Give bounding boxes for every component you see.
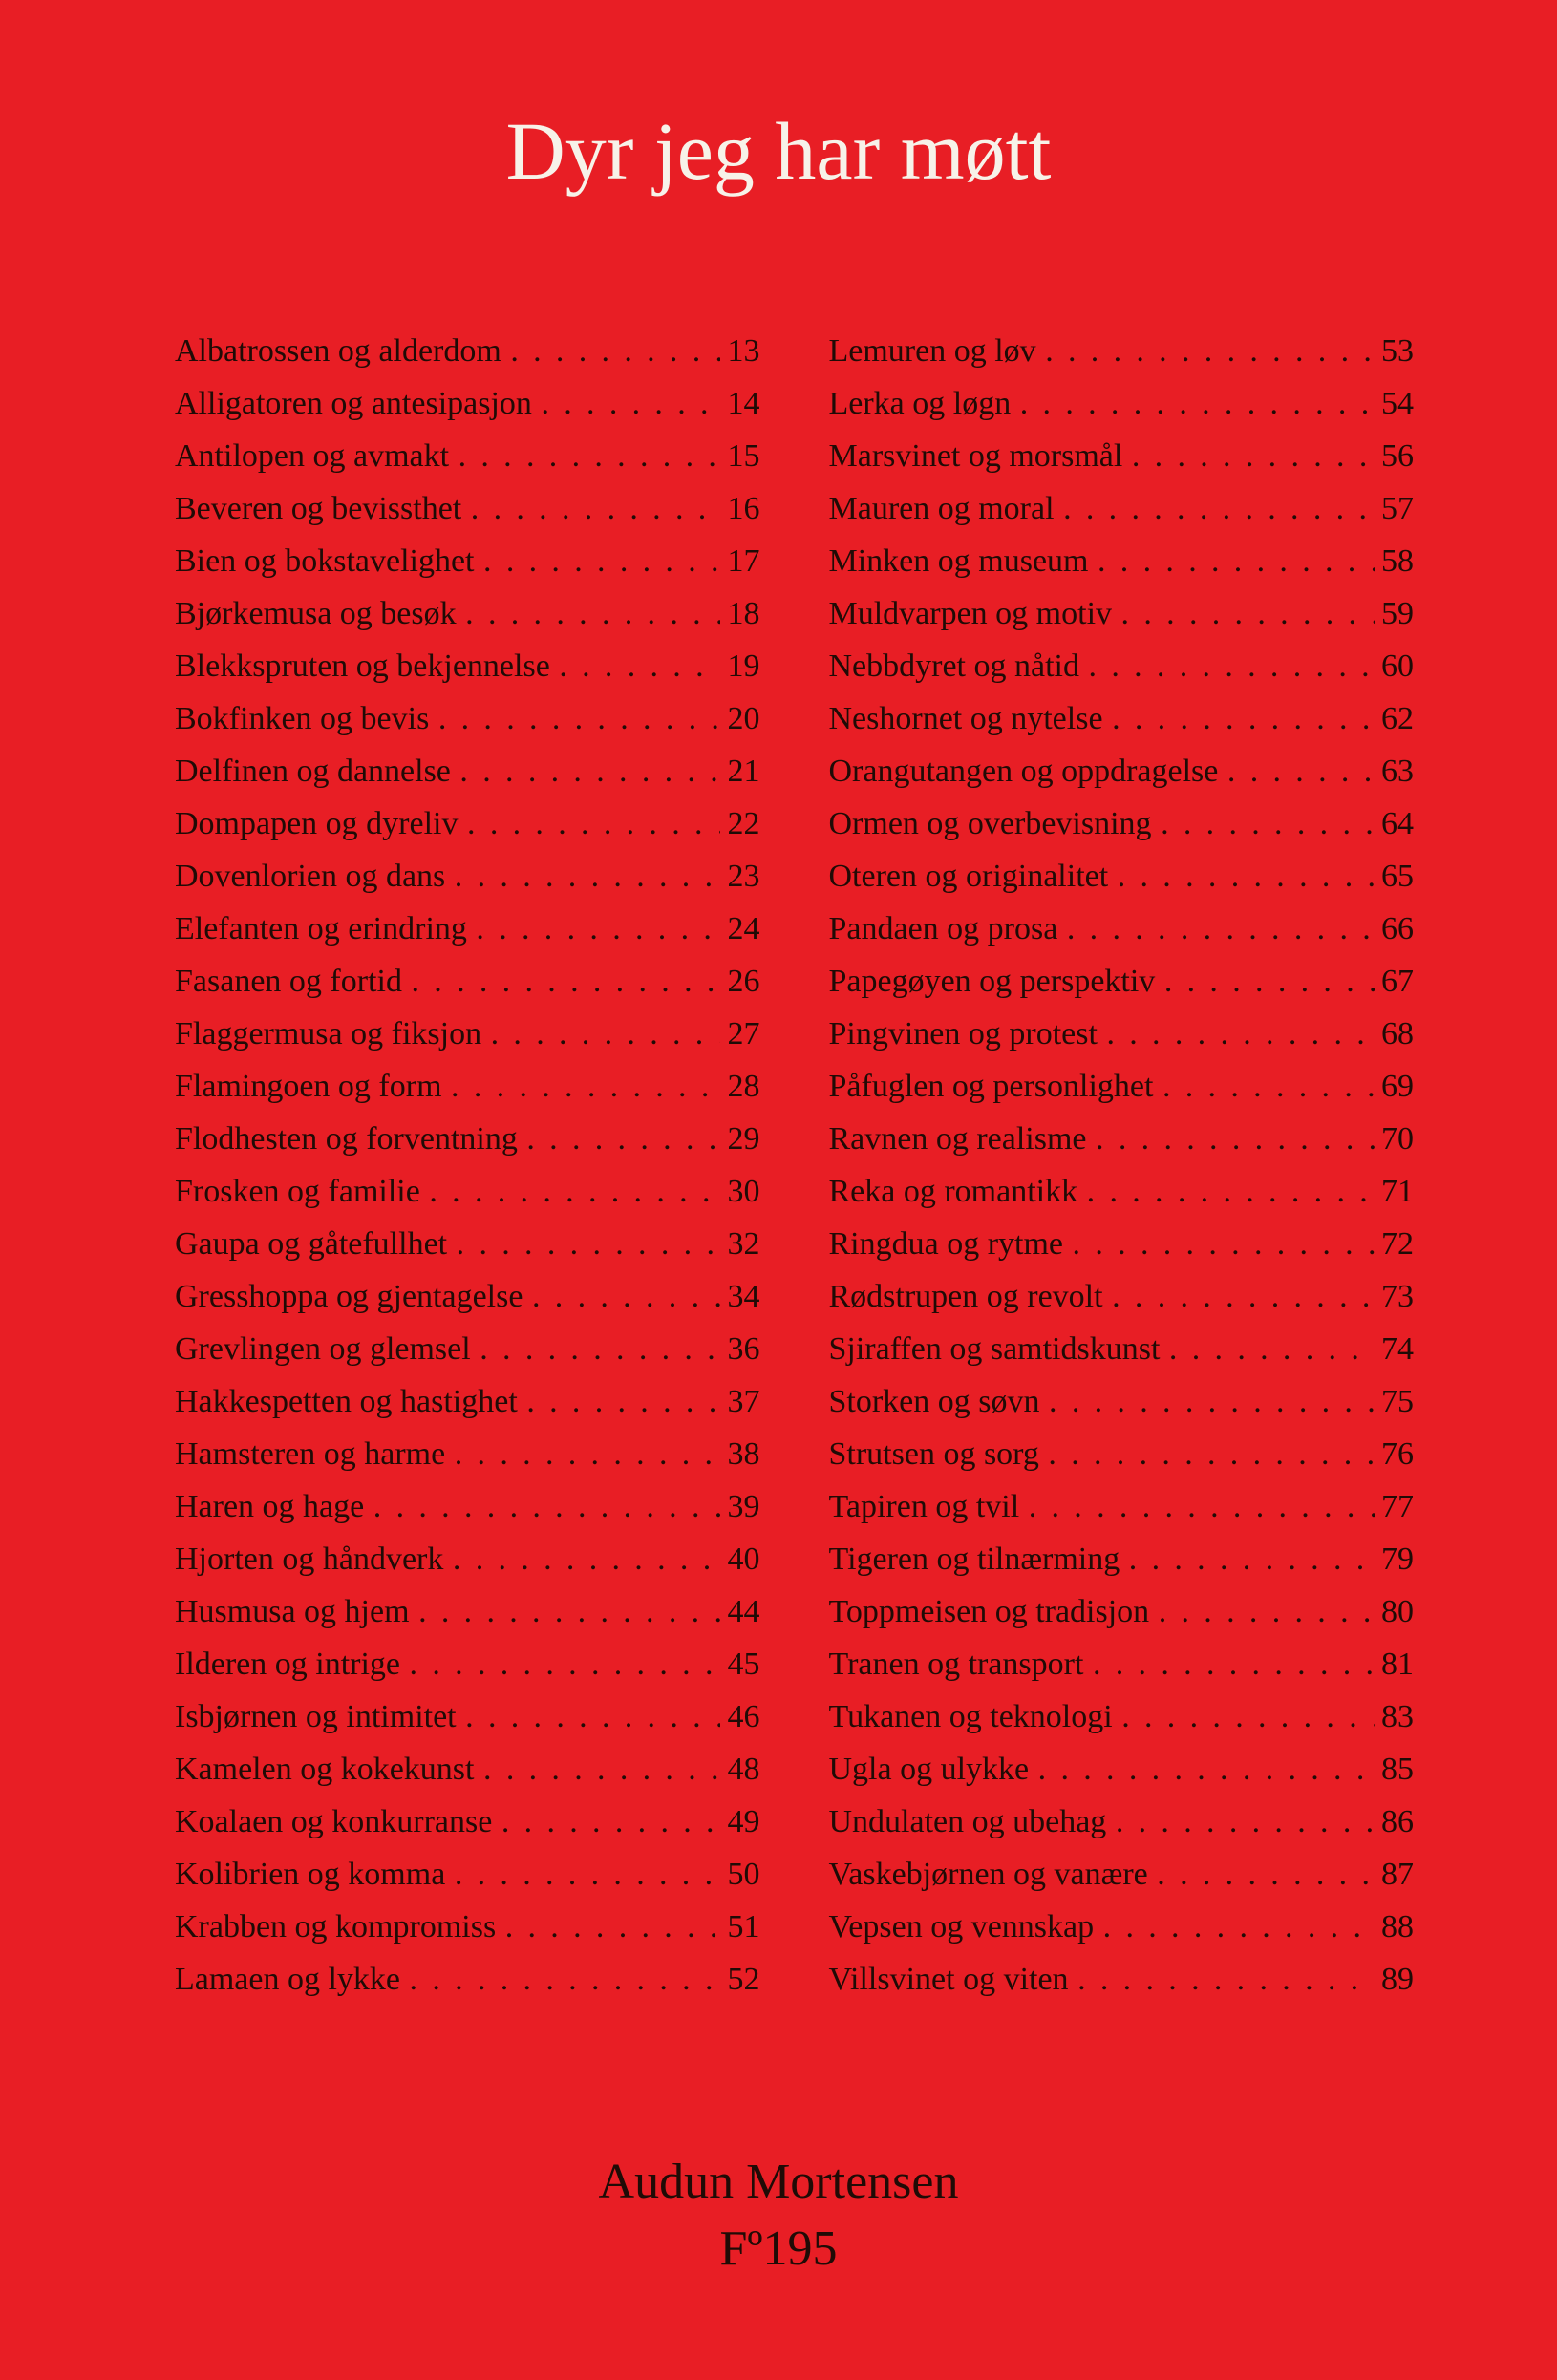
toc-entry: [829, 430, 1415, 482]
toc-entry: [175, 1008, 760, 1060]
toc-entry: [829, 745, 1415, 797]
toc-entry: [829, 535, 1415, 587]
footer-author: Audun Mortensen: [598, 2154, 959, 2209]
toc-entry-page: 63: [1381, 753, 1414, 789]
toc-entry: [175, 1690, 760, 1743]
toc-entry: [175, 482, 760, 535]
toc-entry-page: 24: [727, 910, 760, 946]
dot-leader: [410, 1953, 720, 2006]
toc-entry: [829, 1848, 1415, 1901]
toc-entry-label: Strutsen og sorg: [828, 1435, 1039, 1472]
toc-entry-page: 85: [1381, 1751, 1414, 1787]
dot-leader: [1157, 1848, 1374, 1901]
toc-entry: [829, 1060, 1415, 1113]
dot-leader: [471, 482, 720, 535]
toc-entry-label: Gresshoppa og gjentagelse: [175, 1278, 523, 1314]
toc-entry-page: 27: [727, 1015, 760, 1052]
toc-entry-label: Ugla og ulykke: [828, 1751, 1030, 1787]
toc-entry-page: 65: [1381, 858, 1414, 894]
toc-entry: [175, 1743, 760, 1796]
toc-entry-page: 14: [727, 385, 760, 421]
toc-entry: [175, 1218, 760, 1270]
dot-leader: [455, 1428, 720, 1480]
dot-leader: [1132, 430, 1375, 482]
toc-entry-page: 56: [1381, 437, 1414, 474]
toc-entry-page: 50: [727, 1856, 760, 1892]
footer-imprint: Fº195: [719, 2221, 838, 2276]
toc-entry-page: 66: [1381, 910, 1414, 946]
toc-entry: [829, 1585, 1415, 1638]
toc-entry-page: 18: [727, 595, 760, 631]
dot-leader: [1096, 1113, 1374, 1165]
toc-column-left: [175, 325, 760, 2006]
toc-entry-page: 48: [727, 1751, 760, 1787]
toc-entry: [829, 797, 1415, 850]
toc-entry-label: Vaskebjørnen og vanære: [828, 1856, 1148, 1892]
toc-entry: [175, 430, 760, 482]
toc-entry: [829, 1218, 1415, 1270]
dot-leader: [526, 1113, 720, 1165]
toc-entry-label: Husmusa og hjem: [175, 1593, 410, 1629]
toc-entry-label: Isbjørnen og intimitet: [175, 1698, 457, 1734]
toc-entry-label: Fasanen og fortid: [175, 963, 402, 999]
toc-entry-label: Vepsen og vennskap: [828, 1908, 1095, 1944]
toc-entry-page: 67: [1381, 963, 1414, 999]
toc-entry-page: 57: [1381, 490, 1414, 526]
toc-entry-label: Koalaen og konkurranse: [175, 1803, 493, 1839]
toc-entry: [175, 1848, 760, 1901]
toc-entry-page: 58: [1381, 542, 1414, 579]
toc-entry-page: 72: [1381, 1225, 1414, 1262]
toc-entry-label: Orangutangen og oppdragelse: [828, 753, 1219, 789]
toc-entry-page: 37: [727, 1383, 760, 1419]
dot-leader: [1098, 535, 1375, 587]
toc-entry: [829, 1901, 1415, 1953]
toc-entry-page: 15: [727, 437, 760, 474]
toc-entry-page: 16: [727, 490, 760, 526]
toc-entry: [829, 1113, 1415, 1165]
toc-entry: [175, 1428, 760, 1480]
toc-entry-label: Ringdua og rytme: [828, 1225, 1064, 1262]
toc-entry: [829, 1638, 1415, 1690]
toc-entry-label: Flaggermusa og fiksjon: [175, 1015, 482, 1052]
dot-leader: [1121, 1690, 1374, 1743]
toc-entry: [175, 903, 760, 955]
dot-leader: [1089, 640, 1375, 692]
toc-entry-label: Dompapen og dyreliv: [175, 805, 459, 841]
toc-entry-page: 76: [1381, 1435, 1414, 1472]
toc-entry-page: 44: [727, 1593, 760, 1629]
toc-entry-page: 89: [1381, 1961, 1414, 1997]
dot-leader: [1063, 482, 1374, 535]
toc-entry: [829, 1796, 1415, 1848]
toc-entry-label: Bien og bokstavelighet: [175, 542, 475, 579]
dot-leader: [459, 745, 720, 797]
toc-entry: [829, 325, 1415, 377]
dot-leader: [1121, 587, 1375, 640]
toc-entry-label: Blekkspruten og bekjennelse: [175, 648, 550, 684]
toc-entry-page: 39: [727, 1488, 760, 1524]
toc-entry-label: Nebbdyret og nåtid: [828, 648, 1079, 684]
toc-entry-label: Bjørkemusa og besøk: [175, 595, 457, 631]
toc-entry: [175, 1270, 760, 1323]
toc-entry-label: Ravnen og realisme: [828, 1120, 1087, 1157]
toc-entry: [175, 1533, 760, 1585]
toc-entry-label: Muldvarpen og motiv: [828, 595, 1113, 631]
dot-leader: [410, 1638, 720, 1690]
toc-entry-page: 62: [1381, 700, 1414, 736]
toc-entry-page: 81: [1381, 1646, 1414, 1682]
toc-entry-label: Marsvinet og morsmål: [828, 437, 1123, 474]
toc-entry-page: 75: [1381, 1383, 1414, 1419]
toc-entry-label: Lemuren og løv: [828, 332, 1036, 369]
toc-entry-label: Flodhesten og forventning: [175, 1120, 518, 1157]
toc-entry-label: Toppmeisen og tradisjon: [828, 1593, 1150, 1629]
toc-entry: [829, 587, 1415, 640]
toc-entry-label: Tapiren og tvil: [828, 1488, 1020, 1524]
toc-entry-label: Oteren og originalitet: [828, 858, 1109, 894]
toc-entry-page: 73: [1381, 1278, 1414, 1314]
toc-entry-page: 69: [1381, 1068, 1414, 1104]
toc-entry-page: 68: [1381, 1015, 1414, 1052]
toc-entry-page: 59: [1381, 595, 1414, 631]
dot-leader: [483, 535, 720, 587]
dot-leader: [1067, 903, 1375, 955]
toc-entry: [175, 1953, 760, 2006]
footer: [0, 2149, 1557, 2283]
toc-entry-page: 80: [1381, 1593, 1414, 1629]
dot-leader: [1077, 1953, 1374, 2006]
dot-leader: [453, 1533, 720, 1585]
toc-entry-label: Hamsteren og harme: [175, 1435, 446, 1472]
dot-leader: [411, 955, 720, 1008]
toc-entry-page: 86: [1381, 1803, 1414, 1839]
toc-entry: [175, 692, 760, 745]
dot-leader: [1029, 1480, 1375, 1533]
toc-entry: [829, 1533, 1415, 1585]
dot-leader: [1116, 1796, 1375, 1848]
toc-entry: [175, 587, 760, 640]
toc-entry-label: Reka og romantikk: [828, 1173, 1078, 1209]
toc-entry-label: Hjorten og håndverk: [175, 1541, 444, 1577]
toc-entry-page: 34: [727, 1278, 760, 1314]
toc-entry: [175, 535, 760, 587]
page-title: Dyr jeg har møtt: [505, 105, 1052, 197]
toc-entry-label: Alligatoren og antesipasjon: [175, 385, 532, 421]
dot-leader: [510, 325, 720, 377]
toc-entry: [175, 325, 760, 377]
toc-entry: [175, 1480, 760, 1533]
toc-entry: [175, 850, 760, 903]
toc-entry: [175, 745, 760, 797]
dot-leader: [438, 692, 720, 745]
dot-leader: [1227, 745, 1375, 797]
dot-leader: [1106, 1008, 1374, 1060]
toc-entry-page: 54: [1381, 385, 1414, 421]
toc-entry-label: Kolibrien og komma: [175, 1856, 446, 1892]
toc-entry: [175, 1796, 760, 1848]
toc-entry-page: 20: [727, 700, 760, 736]
toc-entry-label: Minken og museum: [828, 542, 1089, 579]
dot-leader: [1169, 1323, 1375, 1375]
dot-leader: [1112, 692, 1374, 745]
toc-entry-page: 77: [1381, 1488, 1414, 1524]
dot-leader: [465, 587, 720, 640]
toc-entry-label: Mauren og moral: [828, 490, 1055, 526]
toc-entry-label: Ilderen og intrige: [175, 1646, 401, 1682]
toc-entry-label: Dovenlorien og dans: [175, 858, 446, 894]
toc-entry-label: Hakkespetten og hastighet: [175, 1383, 518, 1419]
toc-entry-page: 36: [727, 1330, 760, 1367]
dot-leader: [1118, 850, 1375, 903]
toc-entry: [829, 482, 1415, 535]
toc-entry: [175, 955, 760, 1008]
toc-entry-page: 49: [727, 1803, 760, 1839]
toc-entry-label: Elefanten og erindring: [175, 910, 467, 946]
toc-entry-page: 74: [1381, 1330, 1414, 1367]
dot-leader: [491, 1008, 720, 1060]
toc-entry-label: Haren og hage: [175, 1488, 365, 1524]
dot-leader: [1045, 325, 1374, 377]
toc-entry-page: 28: [727, 1068, 760, 1104]
toc-entry-label: Sjiraffen og samtidskunst: [828, 1330, 1161, 1367]
dot-leader: [429, 1165, 720, 1218]
toc-entry-page: 79: [1381, 1541, 1414, 1577]
dot-leader: [418, 1585, 720, 1638]
toc-entry-label: Papegøyen og perspektiv: [828, 963, 1156, 999]
toc-entry: [175, 797, 760, 850]
toc-entry: [829, 1428, 1415, 1480]
toc-entry-label: Storken og søvn: [828, 1383, 1040, 1419]
toc-entry-page: 23: [727, 858, 760, 894]
toc-entry-page: 83: [1381, 1698, 1414, 1734]
dot-leader: [1112, 1270, 1374, 1323]
toc-entry-page: 71: [1381, 1173, 1414, 1209]
dot-leader: [1049, 1375, 1375, 1428]
toc-entry-page: 45: [727, 1646, 760, 1682]
toc-entry: [829, 903, 1415, 955]
toc-entry-label: Grevlingen og glemsel: [175, 1330, 471, 1367]
toc-entry-label: Tukanen og teknologi: [828, 1698, 1113, 1734]
dot-leader: [559, 640, 720, 692]
toc-entry-label: Undulaten og ubehag: [828, 1803, 1107, 1839]
toc-entry: [175, 1585, 760, 1638]
dot-leader: [457, 1218, 720, 1270]
toc-entry-label: Delfinen og dannelse: [175, 753, 451, 789]
toc-entry: [829, 640, 1415, 692]
toc-entry: [829, 1165, 1415, 1218]
toc-entry-page: 51: [727, 1908, 760, 1944]
toc-entry-label: Tranen og transport: [828, 1646, 1084, 1682]
toc-entry-label: Kamelen og kokekunst: [175, 1751, 475, 1787]
table-of-contents: [0, 325, 1557, 2006]
dot-leader: [501, 1796, 720, 1848]
toc-entry-label: Villsvinet og viten: [828, 1961, 1069, 1997]
toc-entry-label: Lamaen og lykke: [175, 1961, 401, 1997]
toc-entry-page: 46: [727, 1698, 760, 1734]
toc-entry-page: 13: [727, 332, 760, 369]
dot-leader: [480, 1323, 720, 1375]
toc-entry-page: 60: [1381, 648, 1414, 684]
toc-entry: [829, 955, 1415, 1008]
toc-entry-label: Frosken og familie: [175, 1173, 420, 1209]
dot-leader: [467, 797, 720, 850]
toc-entry-label: Albatrossen og alderdom: [175, 332, 501, 369]
dot-leader: [526, 1375, 720, 1428]
toc-entry-page: 32: [727, 1225, 760, 1262]
dot-leader: [1164, 955, 1375, 1008]
toc-entry: [829, 1690, 1415, 1743]
dot-leader: [483, 1743, 720, 1796]
dot-leader: [1038, 1743, 1375, 1796]
toc-entry-page: 70: [1381, 1120, 1414, 1157]
toc-entry-label: Antilopen og avmakt: [175, 437, 450, 474]
toc-entry: [829, 1270, 1415, 1323]
toc-entry-page: 30: [727, 1173, 760, 1209]
dot-leader: [1087, 1165, 1375, 1218]
toc-entry-label: Pandaen og prosa: [828, 910, 1058, 946]
toc-entry-page: 64: [1381, 805, 1414, 841]
dot-leader: [451, 1060, 720, 1113]
toc-entry: [175, 1323, 760, 1375]
dot-leader: [1161, 797, 1374, 850]
toc-entry: [175, 640, 760, 692]
toc-entry-page: 22: [727, 805, 760, 841]
toc-entry: [829, 1480, 1415, 1533]
toc-entry: [175, 377, 760, 430]
toc-entry-label: Pingvinen og protest: [828, 1015, 1098, 1052]
dot-leader: [373, 1480, 720, 1533]
toc-entry: [175, 1901, 760, 1953]
toc-entry-label: Lerka og løgn: [828, 385, 1012, 421]
dot-leader: [532, 1270, 720, 1323]
toc-entry: [175, 1638, 760, 1690]
dot-leader: [455, 1848, 720, 1901]
toc-entry-label: Påfuglen og personlighet: [828, 1068, 1154, 1104]
toc-entry-page: 21: [727, 753, 760, 789]
toc-entry-page: 88: [1381, 1908, 1414, 1944]
toc-entry-label: Krabben og kompromiss: [175, 1908, 497, 1944]
toc-entry-label: Flamingoen og form: [175, 1068, 442, 1104]
toc-entry: [175, 1113, 760, 1165]
toc-entry-label: Gaupa og gåtefullhet: [175, 1225, 448, 1262]
dot-leader: [1162, 1060, 1375, 1113]
toc-entry-label: Neshornet og nytelse: [828, 700, 1103, 736]
dot-leader: [465, 1690, 720, 1743]
dot-leader: [1048, 1428, 1374, 1480]
dot-leader: [1093, 1638, 1375, 1690]
toc-entry: [829, 1323, 1415, 1375]
toc-entry: [829, 1953, 1415, 2006]
dot-leader: [459, 430, 720, 482]
toc-entry-page: 87: [1381, 1856, 1414, 1892]
toc-entry: [175, 1375, 760, 1428]
dot-leader: [1103, 1901, 1375, 1953]
toc-entry: [829, 1743, 1415, 1796]
dot-leader: [505, 1901, 720, 1953]
toc-entry: [829, 1375, 1415, 1428]
toc-entry-label: Beveren og bevissthet: [175, 490, 462, 526]
dot-leader: [1159, 1585, 1375, 1638]
toc-entry: [175, 1165, 760, 1218]
toc-entry-page: 38: [727, 1435, 760, 1472]
toc-entry-label: Tigeren og tilnærming: [828, 1541, 1120, 1577]
dot-leader: [1073, 1218, 1375, 1270]
toc-entry-label: Rødstrupen og revolt: [828, 1278, 1103, 1314]
dot-leader: [1020, 377, 1375, 430]
toc-entry: [829, 377, 1415, 430]
toc-entry-page: 52: [727, 1961, 760, 1997]
toc-entry: [829, 1008, 1415, 1060]
toc-entry-page: 53: [1381, 332, 1414, 369]
toc-entry: [175, 1060, 760, 1113]
dot-leader: [1129, 1533, 1375, 1585]
toc-entry: [829, 692, 1415, 745]
dot-leader: [541, 377, 720, 430]
toc-entry-page: 17: [727, 542, 760, 579]
toc-entry-label: Bokfinken og bevis: [175, 700, 430, 736]
dot-leader: [476, 903, 720, 955]
toc-entry-page: 19: [727, 648, 760, 684]
toc-entry-page: 29: [727, 1120, 760, 1157]
dot-leader: [455, 850, 720, 903]
toc-column-right: [829, 325, 1415, 2006]
toc-entry-page: 26: [727, 963, 760, 999]
toc-entry-page: 40: [727, 1541, 760, 1577]
toc-entry: [829, 850, 1415, 903]
toc-entry-label: Ormen og overbevisning: [828, 805, 1152, 841]
